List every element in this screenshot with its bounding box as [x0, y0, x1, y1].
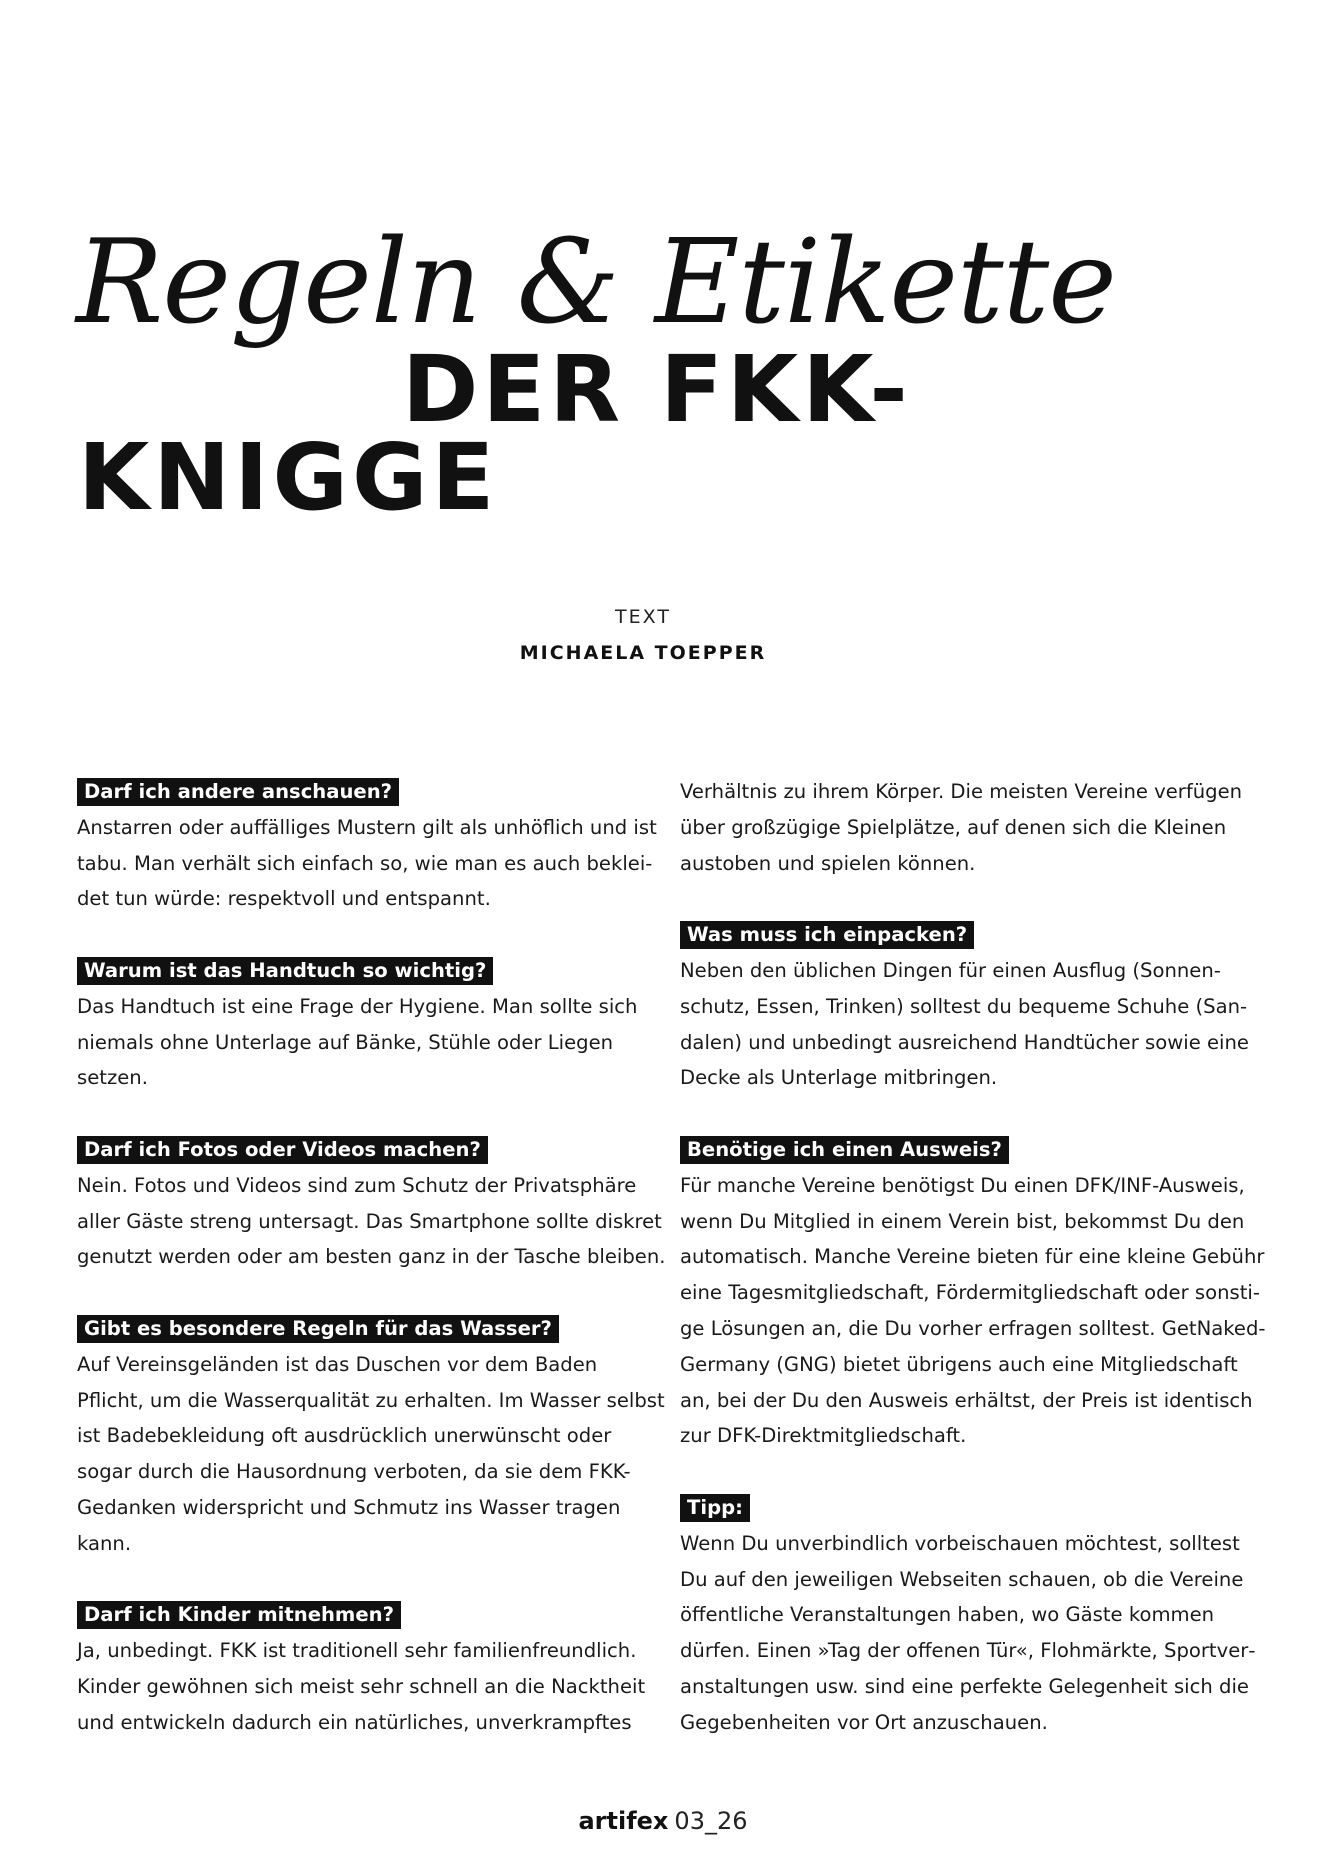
faq-question: Darf ich Fotos oder Videos machen? — [77, 1136, 488, 1164]
magazine-brand: artifex — [578, 1807, 669, 1835]
faq-answer: Anstarren oder auffälliges Mustern gilt als unhöflich und ist tabu. Man verhält sich einfach so, wie man es auch bekleidet tun würde: respektvoll und entspannt. — [77, 815, 657, 911]
faq-answer: Auf Vereinsgeländen ist das Duschen vor dem Baden Pflicht, um die Wasserqualität zu erhalten. Im Wasser selbst ist Badebekleidung oft ausdrücklich unerwünscht oder sogar durch die Hausordnung verboten, da sie dem FKK-Gedanken widerspricht und Schmutz ins Wasser tragen kann. — [77, 1352, 665, 1555]
faq-question: Gibt es besondere Regeln für das Wasser? — [77, 1315, 559, 1343]
faq-question: Darf ich andere anschauen? — [77, 778, 399, 806]
faq-answer: Ja, unbedingt. FKK ist traditionell sehr familienfreundlich. Kinder gewöhnen sich meist sehr schnell an die Nacktheit und entwickeln dadurch ein natürliches, unverkrampftes — [77, 1639, 646, 1734]
page-footer — [0, 1806, 1326, 1836]
faq-question: Darf ich Kinder mitnehmen? — [77, 1601, 401, 1629]
tip-heading: Tipp: — [680, 1494, 750, 1522]
faq-section — [77, 1597, 667, 1740]
faq-section — [680, 917, 1270, 1096]
continued-paragraph — [680, 774, 1270, 881]
faq-section — [77, 1311, 667, 1562]
faq-answer: Nein. Fotos und Videos sind zum Schutz der Privatsphäre aller Gäste streng untersagt. Das Smartphone sollte diskret genutzt werden oder am besten ganz in der Tasche bleiben. — [77, 1173, 666, 1269]
faq-question: Was muss ich einpacken? — [680, 921, 974, 949]
faq-answer-continuation: Verhältnis zu ihrem Körper. Die meisten Vereine verfügen über großzügige Spielplätze, auf denen sich die Kleinen austoben und spielen können. — [680, 780, 1243, 875]
right-column — [680, 774, 1270, 1776]
byline — [520, 605, 766, 665]
title-bold-line2: KNIGGE — [78, 424, 499, 531]
faq-section — [77, 774, 667, 917]
left-column — [77, 774, 667, 1776]
title-script: Regeln & Etikette — [76, 215, 1116, 350]
faq-answer: Für manche Vereine benötigst Du einen DFK/INF-Ausweis, wenn Du Mitglied in einem Verein bist, bekommst Du den automatisch. Manche Vereine bieten für eine kleine Gebühr eine Tagesmitgliedschaft, Fördermitgliedschaft oder sonstige Lösungen an, die Du vorher erfragen solltest. GetNaked-Germany (GNG) bietet übrigens auch eine Mitgliedschaft an, bei der Du den Ausweis erhältst, der Preis ist identisch zur DFK-Direktmitgliedschaft. — [680, 1173, 1266, 1448]
faq-answer: Neben den üblichen Dingen für einen Ausflug (Sonnenschutz, Essen, Trinken) solltest du bequeme Schuhe (Sandalen) und unbedingt ausreichend Handtücher sowie eine Decke als Unterlage mitbringen. — [680, 958, 1249, 1090]
tip-text: Wenn Du unverbindlich vorbeischauen möchtest, solltest Du auf den jeweiligen Webseiten schauen, ob die Vereine öffentliche Veranstaltungen haben, wo Gäste kommen dürfen. Einen »Tag der offenen Tür«, Flohmärkte, Sportveranstaltungen usw. sind eine perfekte Gelegenheit sich die Gegebenheiten vor Ort anzuschauen. — [680, 1531, 1256, 1734]
faq-section — [680, 1132, 1270, 1454]
issue-page-number: 03_26 — [674, 1807, 748, 1835]
faq-question: Warum ist das Handtuch so wichtig? — [77, 957, 493, 985]
faq-question: Benötige ich einen Ausweis? — [680, 1136, 1009, 1164]
faq-answer: Das Handtuch ist eine Frage der Hygiene. Man sollte sich niemals ohne Unterlage auf Bänke, Stühle oder Liegen setzen. — [77, 994, 638, 1090]
title-bold-line1: DER FKK- — [402, 336, 912, 443]
faq-section — [77, 1132, 667, 1275]
faq-section — [77, 953, 667, 1096]
byline-label: TEXT — [615, 606, 671, 628]
tip-section — [680, 1490, 1270, 1741]
byline-author: MICHAELA TOEPPER — [519, 642, 767, 664]
